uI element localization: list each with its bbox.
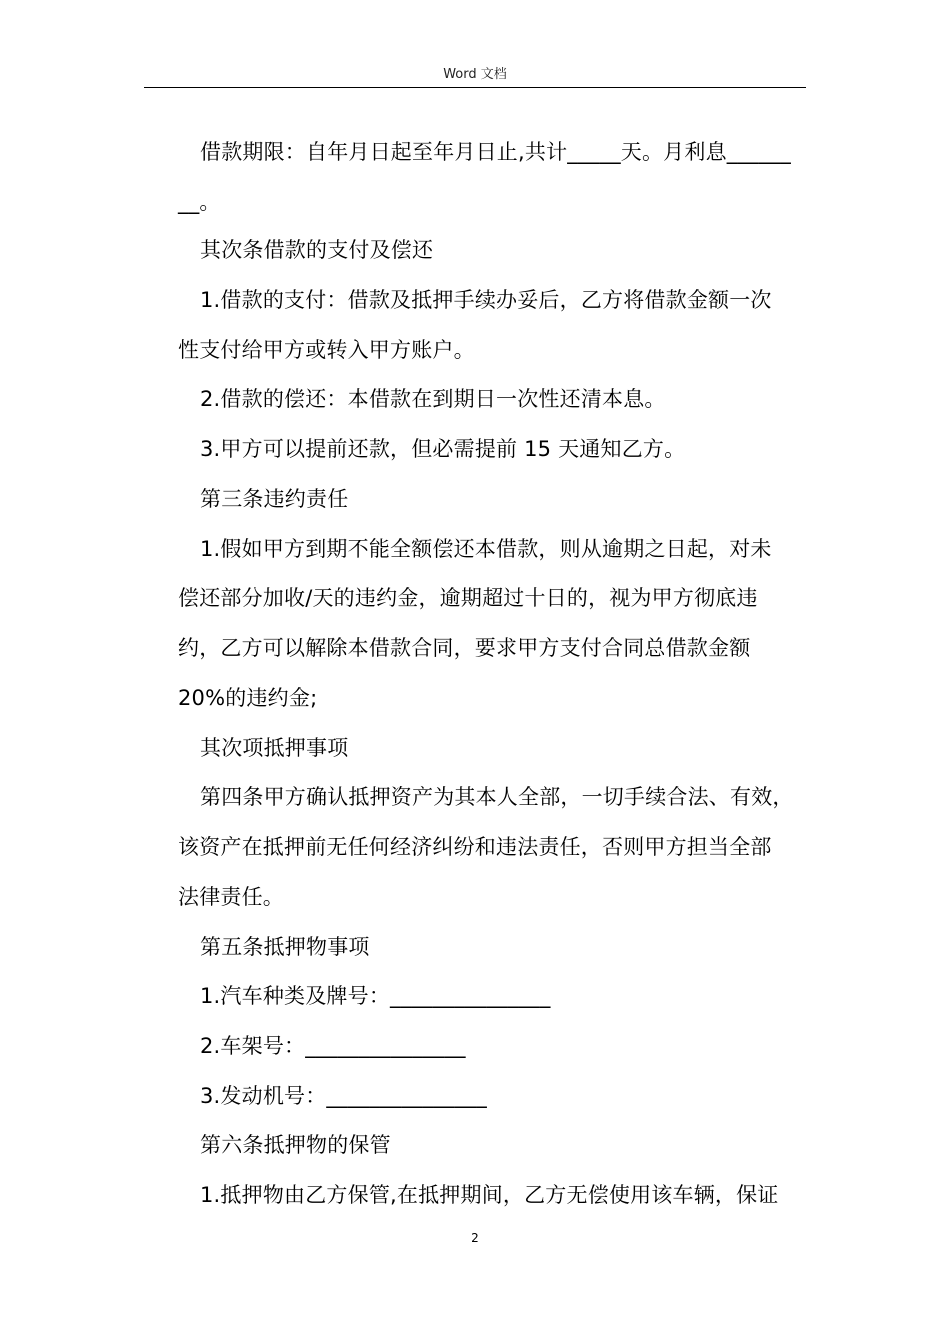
text-line: 约，乙方可以解除本借款合同，要求甲方支付合同总借款金额: [178, 636, 751, 660]
text-line: 3.发动机号：_______________: [200, 1084, 487, 1108]
header-divider: [144, 87, 806, 88]
text-line: 1.抵押物由乙方保管,在抵押期间，乙方无偿使用该车辆，保证: [200, 1183, 779, 1207]
section-heading: 第三条违约责任: [200, 487, 349, 511]
text-line: 性支付给甲方或转入甲方账户。: [178, 338, 475, 362]
text-line: 3.甲方可以提前还款，但必需提前 15 天通知乙方。: [200, 437, 686, 461]
section-heading: 其次项抵押事项: [200, 736, 349, 760]
page-header: Word 文档: [443, 67, 507, 82]
text-line: 法律责任。: [178, 885, 284, 909]
text-line: 1.汽车种类及牌号：_______________: [200, 984, 551, 1008]
text-line: 2.车架号：_______________: [200, 1034, 466, 1058]
text-line: 2.借款的偿还：本借款在到期日一次性还清本息。: [200, 387, 666, 411]
text-line: 借款期限：自年月日起至年月日止,共计_____天。月利息______: [200, 140, 791, 164]
page-number: 2: [471, 1231, 479, 1245]
text-line: 20%的违约金;: [178, 686, 318, 710]
text-line: __。: [178, 190, 221, 214]
section-heading: 第五条抵押物事项: [200, 935, 370, 959]
section-heading: 其次条借款的支付及偿还: [200, 238, 434, 262]
text-line: 偿还部分加收/天的违约金，逾期超过十日的，视为甲方彻底违: [178, 586, 758, 610]
text-line: 1.假如甲方到期不能全额偿还本借款，则从逾期之日起，对未: [200, 537, 772, 561]
text-line: 1.借款的支付：借款及抵押手续办妥后，乙方将借款金额一次: [200, 288, 772, 312]
section-heading: 第六条抵押物的保管: [200, 1133, 391, 1157]
text-line: 该资产在抵押前无任何经济纠纷和违法责任，否则甲方担当全部: [178, 835, 772, 859]
text-line: 第四条甲方确认抵押资产为其本人全部，一切手续合法、有效，: [200, 785, 794, 809]
